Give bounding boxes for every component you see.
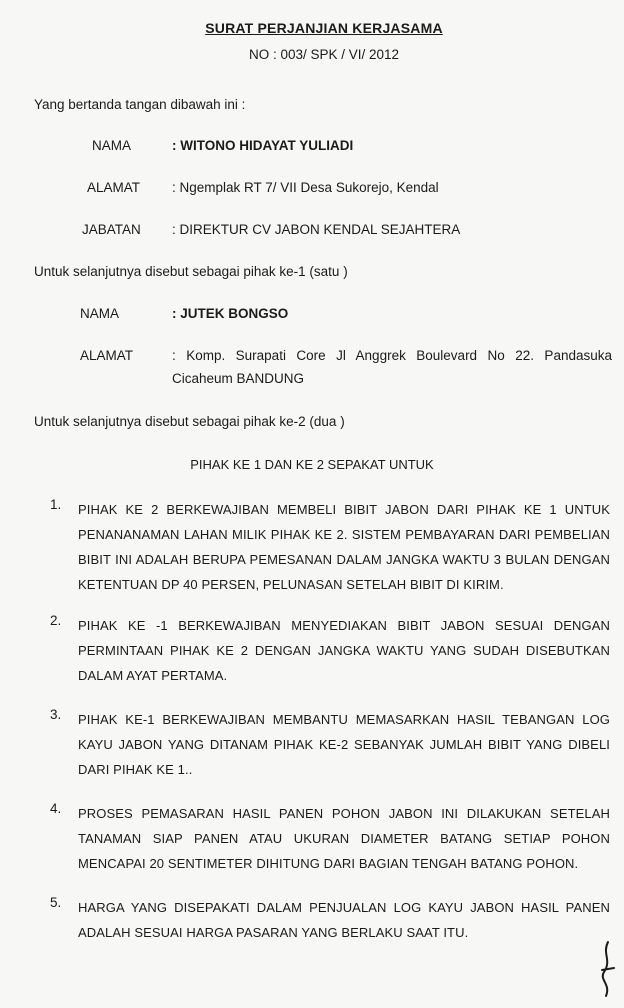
document-number: NO : 003/ SPK / VI/ 2012	[248, 47, 400, 62]
party1-address-value: : Ngemplak RT 7/ VII Desa Sukorejo, Kendal	[172, 180, 439, 195]
clause-number: 5.	[50, 895, 62, 910]
party1-note: Untuk selanjutnya disebut sebagai pihak ke-1 (satu )	[34, 264, 348, 279]
clause-number: 4.	[50, 801, 62, 816]
party2-name-value: : JUTEK BONGSO	[172, 306, 289, 321]
party2-address-value: : Komp. Surapati Core Jl Anggrek Boulevard No 22. Pandasuka Cicaheum BANDUNG	[172, 348, 612, 386]
party2-note: Untuk selanjutnya disebut sebagai pihak ke-2 (dua )	[34, 414, 345, 429]
clause-text: PIHAK KE 2 BERKEWAJIBAN MEMBELI BIBIT JABON DARI PIHAK KE 1 UNTUK PENANANAMAN LAHAN MILIK PIHAK KE 2. SISTEM PEMBAYARAN DARI PEMBELIAN BIBIT INI ADALAH BERUPA PEMESANAN DALAM JANGKA WAKTU 3 BULAN DENGAN KETENTUAN DP 40 PERSEN, PELUNASAN SETELAH BIBIT DI KIRIM.	[78, 502, 610, 592]
party1-position-label: JABATAN	[82, 222, 141, 237]
clause-number: 2.	[50, 613, 62, 628]
party2-address-label: ALAMAT	[80, 348, 134, 363]
agreement-heading: PIHAK KE 1 DAN KE 2 SEPAKAT UNTUK	[190, 457, 434, 472]
signature-mark	[596, 940, 618, 1000]
clause-number: 3.	[50, 707, 62, 722]
party1-name-label: NAMA	[92, 138, 132, 153]
party2-name-label: NAMA	[80, 306, 120, 321]
clause-text: PIHAK KE-1 BERKEWAJIBAN MEMBANTU MEMASARKAN HASIL TEBANGAN LOG KAYU JABON YANG DITANAM PIHAK KE-2 SEBANYAK JUMLAH BIBIT YANG DIBELI DARI PIHAK KE 1..	[78, 712, 610, 777]
intro-text: Yang bertanda tangan dibawah ini :	[34, 97, 246, 112]
clause-text: PROSES PEMASARAN HASIL PANEN POHON JABON INI DILAKUKAN SETELAH TANAMAN SIAP PANEN ATAU UKURAN DIAMETER BATANG SETIAP POHON MENCAPAI 20 SENTIMETER DIHITUNG DARI BAGIAN TENGAH BATANG POHON.	[78, 806, 610, 871]
document-title: SURAT PERJANJIAN KERJASAMA	[205, 20, 443, 36]
clause-number: 1.	[50, 497, 62, 512]
party1-name-value: : WITONO HIDAYAT YULIADI	[172, 138, 354, 153]
clause-text: HARGA YANG DISEPAKATI DALAM PENJUALAN LOG KAYU JABON HASIL PANEN ADALAH SESUAI HARGA PASARAN YANG BERLAKU SAAT ITU.	[78, 900, 610, 940]
clause-text: PIHAK KE -1 BERKEWAJIBAN MENYEDIAKAN BIBIT JABON SESUAI DENGAN PERMINTAAN PIHAK KE 2 DENGAN JANGKA WAKTU YANG SUDAH DISEBUTKAN DALAM AYAT PERTAMA.	[78, 618, 610, 683]
party1-position-value: : DIREKTUR CV JABON KENDAL SEJAHTERA	[172, 222, 461, 237]
party1-address-label: ALAMAT	[87, 180, 141, 195]
